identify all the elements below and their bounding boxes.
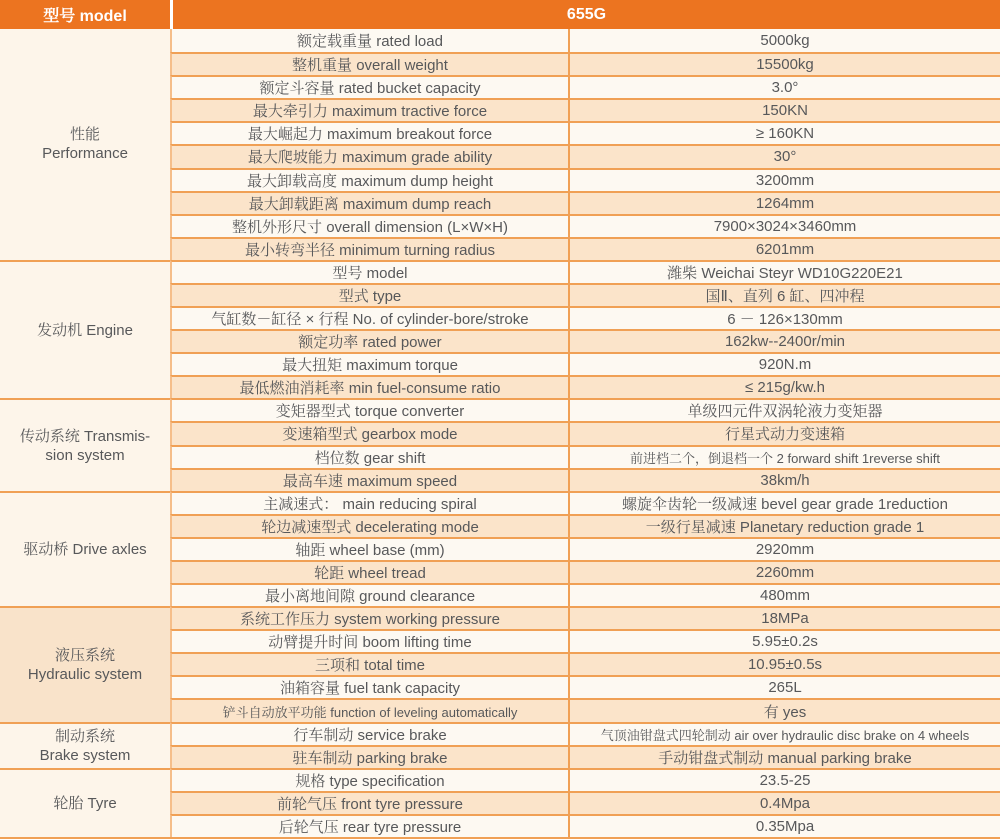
category-label-line: 驱动桥 Drive axles	[23, 540, 147, 558]
spec-value: 480mm	[570, 583, 1000, 606]
category-cell	[0, 606, 170, 721]
spec-label: 系统工作压力 system working pressure	[170, 606, 570, 629]
spec-label: 后轮气压 rear tyre pressure	[170, 814, 570, 837]
spec-value: 6 － 126×130mm	[570, 306, 1000, 329]
spec-value: 0.35Mpa	[570, 814, 1000, 837]
spec-value: 单级四元件双涡轮液力变矩器	[570, 398, 1000, 421]
spec-label: 轮距 wheel tread	[170, 560, 570, 583]
category-cell	[0, 768, 170, 837]
category-label-line: Hydraulic system	[27, 665, 143, 683]
spec-value: 气顶油钳盘式四轮制动 air over hydraulic disc brake on 4 wheels	[570, 722, 1000, 745]
spec-value: 行星式动力变速箱	[570, 421, 1000, 444]
spec-label: 额定斗容量 rated bucket capacity	[170, 75, 570, 98]
category-label-line: Performance	[42, 145, 128, 163]
spec-label: 轴距 wheel base (mm)	[170, 537, 570, 560]
spec-value: ≥ 160KN	[570, 121, 1000, 144]
spec-label: 最大扭矩 maximum torque	[170, 352, 570, 375]
spec-label: 前轮气压 front tyre pressure	[170, 791, 570, 814]
table-header-row	[0, 0, 1000, 29]
spec-label: 整机重量 overall weight	[170, 52, 570, 75]
spec-value: 国Ⅱ、直列 6 缸、四冲程	[570, 283, 1000, 306]
spec-label: 最低燃油消耗率 min fuel-consume ratio	[170, 375, 570, 398]
spec-value: ≤ 215g/kw.h	[570, 375, 1000, 398]
spec-value: 3.0°	[570, 75, 1000, 98]
spec-value: 6201mm	[570, 237, 1000, 260]
spec-label: 动臂提升时间 boom lifting time	[170, 629, 570, 652]
spec-value: 前进档二个，倒退档一个 2 forward shift 1reverse shift	[570, 445, 1000, 468]
category-cell	[0, 491, 170, 606]
spec-label: 最高车速 maximum speed	[170, 468, 570, 491]
spec-value: 920N.m	[570, 352, 1000, 375]
spec-value: 2260mm	[570, 560, 1000, 583]
spec-value: 手动钳盘式制动 manual parking brake	[570, 745, 1000, 768]
category-cell	[0, 260, 170, 399]
spec-label: 规格 type specification	[170, 768, 570, 791]
category-cell	[0, 722, 170, 768]
category-cell	[0, 398, 170, 490]
spec-value: 150KN	[570, 98, 1000, 121]
spec-label: 行车制动 service brake	[170, 722, 570, 745]
category-label-line: 轮胎 Tyre	[53, 794, 117, 812]
spec-label: 气缸数－缸径 × 行程 No. of cylinder-bore/stroke	[170, 306, 570, 329]
category-label-line: 性能	[69, 126, 100, 144]
spec-label: 额定功率 rated power	[170, 329, 570, 352]
spec-value: 潍柴 Weichai Steyr WD10G220E21	[570, 260, 1000, 283]
spec-value: 一级行星减速 Planetary reduction grade 1	[570, 514, 1000, 537]
spec-value: 螺旋伞齿轮一级减速 bevel gear grade 1reduction	[570, 491, 1000, 514]
spec-value: 1264mm	[570, 191, 1000, 214]
spec-value: 23.5-25	[570, 768, 1000, 791]
spec-value: 7900×3024×3460mm	[570, 214, 1000, 237]
spec-value: 162kw--2400r/min	[570, 329, 1000, 352]
spec-label: 最大牵引力 maximum tractive force	[170, 98, 570, 121]
spec-label: 油箱容量 fuel tank capacity	[170, 675, 570, 698]
header-model-label: 型号 model	[0, 0, 170, 29]
spec-value: 0.4Mpa	[570, 791, 1000, 814]
category-label-line: 液压系统	[54, 646, 115, 664]
spec-value: 5.95±0.2s	[570, 629, 1000, 652]
spec-label: 型式 type	[170, 283, 570, 306]
spec-label: 变矩器型式 torque converter	[170, 398, 570, 421]
spec-label: 铲斗自动放平功能 function of leveling automatically	[170, 698, 570, 721]
spec-value: 265L	[570, 675, 1000, 698]
category-label-line: 制动系统	[54, 727, 115, 745]
category-label-line: 发动机 Engine	[37, 321, 133, 339]
spec-label: 整机外形尺寸 overall dimension (L×W×H)	[170, 214, 570, 237]
spec-value: 3200mm	[570, 168, 1000, 191]
spec-value: 38km/h	[570, 468, 1000, 491]
header-model-value: 655G	[170, 0, 1000, 29]
category-label-line: Brake system	[39, 746, 131, 764]
spec-value: 18MPa	[570, 606, 1000, 629]
spec-label: 轮边减速型式 decelerating mode	[170, 514, 570, 537]
category-cell	[0, 29, 170, 260]
spec-label: 额定载重量 rated load	[170, 29, 570, 52]
spec-value: 10.95±0.5s	[570, 652, 1000, 675]
spec-label: 最大卸载距离 maximum dump reach	[170, 191, 570, 214]
spec-label: 最小离地间隙 ground clearance	[170, 583, 570, 606]
spec-value: 有 yes	[570, 698, 1000, 721]
spec-value: 2920mm	[570, 537, 1000, 560]
category-label-line: 传动系统 Transmis-	[19, 427, 151, 445]
spec-label: 变速箱型式 gearbox mode	[170, 421, 570, 444]
spec-value: 5000kg	[570, 29, 1000, 52]
spec-grid	[0, 29, 1000, 839]
spec-label: 最小转弯半径 minimum turning radius	[170, 237, 570, 260]
category-label-line: sion system	[45, 446, 125, 464]
spec-label: 最大爬坡能力 maximum grade ability	[170, 144, 570, 167]
spec-value: 30°	[570, 144, 1000, 167]
spec-label: 驻车制动 parking brake	[170, 745, 570, 768]
spec-label: 档位数 gear shift	[170, 445, 570, 468]
spec-label: 最大卸载高度 maximum dump height	[170, 168, 570, 191]
spec-label: 三项和 total time	[170, 652, 570, 675]
spec-label: 最大崛起力 maximum breakout force	[170, 121, 570, 144]
spec-value: 15500kg	[570, 52, 1000, 75]
spec-label: 主减速式： main reducing spiral	[170, 491, 570, 514]
spec-label: 型号 model	[170, 260, 570, 283]
